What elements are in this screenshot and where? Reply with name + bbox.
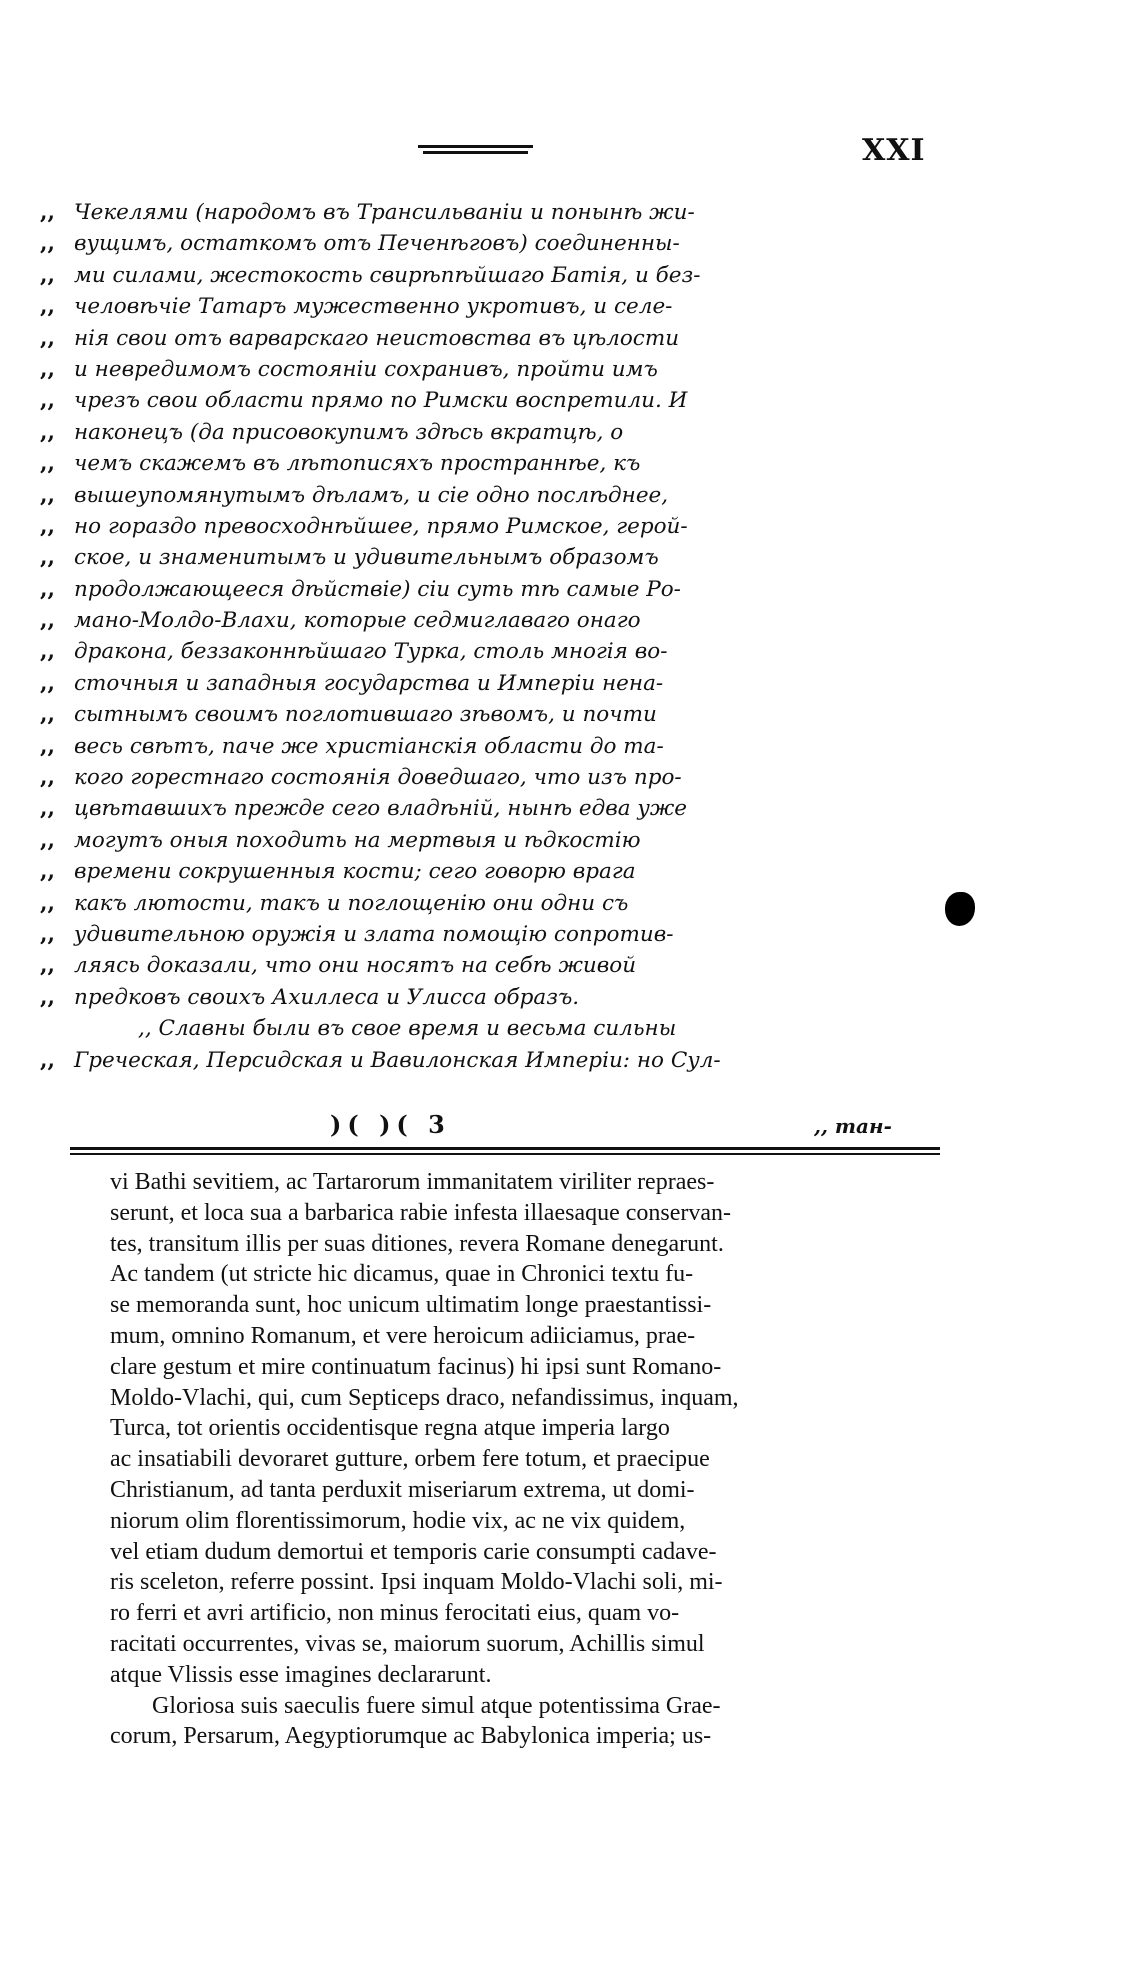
cyrillic-line: ,, нія свои отъ варварскаго неистовства въ цѣлости	[40, 325, 680, 351]
cyrillic-line: ,, времени сокрушенныя кости; сего говорю врага	[40, 859, 636, 885]
cyrillic-line: ,, Греческая, Персидская и Вавилонская Имперіи: но Сул-	[40, 1047, 721, 1073]
cyrillic-paragraph-line: ,, Славны были въ свое время и весьма сильны	[138, 1016, 677, 1042]
latin-line: mum, omnino Romanum, et vere heroicum adiiciamus, prae-	[110, 1322, 696, 1349]
cyrillic-line: ,, Чекелями (народомъ въ Трансильваніи и понынѣ жи-	[40, 200, 695, 225]
latin-line: se memoranda sunt, hoc unicum ultimatim longe praestantissi-	[110, 1292, 712, 1319]
cyrillic-line: ,, ляясь доказали, что они носятъ на себѣ живой	[40, 953, 637, 979]
cyrillic-line: ,, дракона, беззаконнѣйшаго Турка, столь многія во-	[40, 639, 668, 665]
cyrillic-line: ,, сытнымъ своимъ поглотившаго зѣвомъ, и почти	[40, 702, 657, 728]
cyrillic-line: ,, удивительною оружія и злата помощію сопротив-	[40, 921, 674, 947]
cyrillic-line: ,, ское, и знаменитымъ и удивительнымъ образомъ	[40, 545, 659, 571]
latin-line: tes, transitum illis per suas ditiones, revera Romane denegarunt.	[110, 1230, 724, 1257]
cyrillic-line: ,, весь свѣтъ, паче же христіанскія области до та-	[40, 733, 664, 759]
signature-mark: )( )( 3	[330, 1110, 451, 1139]
cyrillic-line: ,, и невредимомъ состояніи сохранивъ, пройти имъ	[40, 356, 658, 382]
latin-line: Christianum, ad tanta perduxit miseriarum extrema, ut domi-	[110, 1476, 695, 1503]
latin-line: racitati occurrentes, vivas se, maiorum suorum, Achillis simul	[110, 1630, 705, 1657]
cyrillic-line: ,, чемъ скажемъ въ лѣтописяхъ пространнѣе, къ	[40, 451, 641, 477]
cyrillic-line: ,, ми силами, жестокость свирѣпѣйшаго Батія, и без-	[40, 262, 701, 288]
double-rule-divider	[70, 1147, 940, 1156]
latin-line: clare gestum et mire continuatum facinus) hi ipsi sunt Romano-	[110, 1353, 722, 1380]
latin-line: Turca, tot orientis occidentisque regna atque imperia largo	[110, 1415, 670, 1442]
cyrillic-line: ,, сточныя и западныя государства и Имперіи нена-	[40, 670, 664, 696]
cyrillic-line: ,, мано-Молдо-Влахи, которые седмиглаваго онаго	[40, 608, 641, 634]
latin-text-block	[110, 1167, 940, 1752]
cyrillic-line: ,, вышеупомянутымъ дѣламъ, и сіе одно послѣднее,	[40, 482, 669, 508]
page-number: XXI	[862, 133, 926, 168]
latin-line: corum, Persarum, Aegyptiorumque ac Babylonica imperia; us-	[110, 1723, 712, 1750]
cyrillic-line: ,, наконецъ (да присовокупимъ здѣсь вкратцѣ, о	[40, 419, 624, 445]
cyrillic-line: ,, вущимъ, остаткомъ отъ Печенѣговъ) соединенны-	[40, 231, 680, 257]
cyrillic-line: ,, могутъ оныя походить на мертвыя и ѣдкостію	[40, 827, 641, 853]
latin-line: atque Vlissis esse imagines declararunt.	[110, 1661, 492, 1688]
latin-line: Moldo-Vlachi, qui, cum Septiceps draco, nefandissimus, inquam,	[110, 1384, 739, 1411]
latin-line: serunt, et loca sua a barbarica rabie infesta illaesaque conservan-	[110, 1199, 732, 1226]
catchword: ,, тан-	[814, 1114, 892, 1138]
header-ornament-rule	[418, 145, 533, 161]
cyrillic-line: ,, человѣчіе Татаръ мужественно укротивъ, и селе-	[40, 294, 673, 320]
latin-line: ro ferri et avri artificio, non minus ferocitati eius, quam vo-	[110, 1600, 680, 1627]
latin-line: niorum olim florentissimorum, hodie vix, ac ne vix quidem,	[110, 1507, 686, 1534]
cyrillic-line: ,, но гораздо превосходнѣйшее, прямо Римское, герой-	[40, 513, 688, 539]
latin-line: ac insatiabili devoraret gutture, orbem fere totum, et praecipue	[110, 1446, 710, 1473]
latin-line: ris sceleton, referre possint. Ipsi inquam Moldo-Vlachi soli, mi-	[110, 1569, 723, 1596]
ink-blot	[945, 892, 975, 926]
cyrillic-line: ,, какъ лютости, такъ и поглощенію они одни съ	[40, 890, 629, 916]
latin-line: vi Bathi sevitiem, ac Tartarorum immanitatem viriliter repraes-	[110, 1169, 715, 1195]
cyrillic-line: ,, предковъ своихъ Ахиллеса и Улисса образъ.	[40, 984, 580, 1010]
cyrillic-line: ,, продолжающееся дѣйствіе) сіи суть тѣ самые Ро-	[40, 576, 681, 602]
cyrillic-line: ,, чрезъ свои области прямо по Римски воспретили. И	[40, 388, 688, 414]
cyrillic-line: ,, кого горестнаго состоянія доведшаго, что изъ про-	[40, 765, 682, 791]
latin-line: vel etiam dudum demortui et temporis carie consumpti cadave-	[110, 1538, 717, 1565]
latin-line: Ac tandem (ut stricte hic dicamus, quae in Chronici textu fu-	[110, 1261, 694, 1288]
latin-paragraph-line: Gloriosa suis saeculis fuere simul atque potentissima Grae-	[152, 1692, 721, 1719]
cyrillic-line: ,, цвѣтавшихъ прежде сего владѣній, нынѣ едва уже	[40, 796, 688, 822]
cyrillic-text-block	[40, 197, 940, 1076]
